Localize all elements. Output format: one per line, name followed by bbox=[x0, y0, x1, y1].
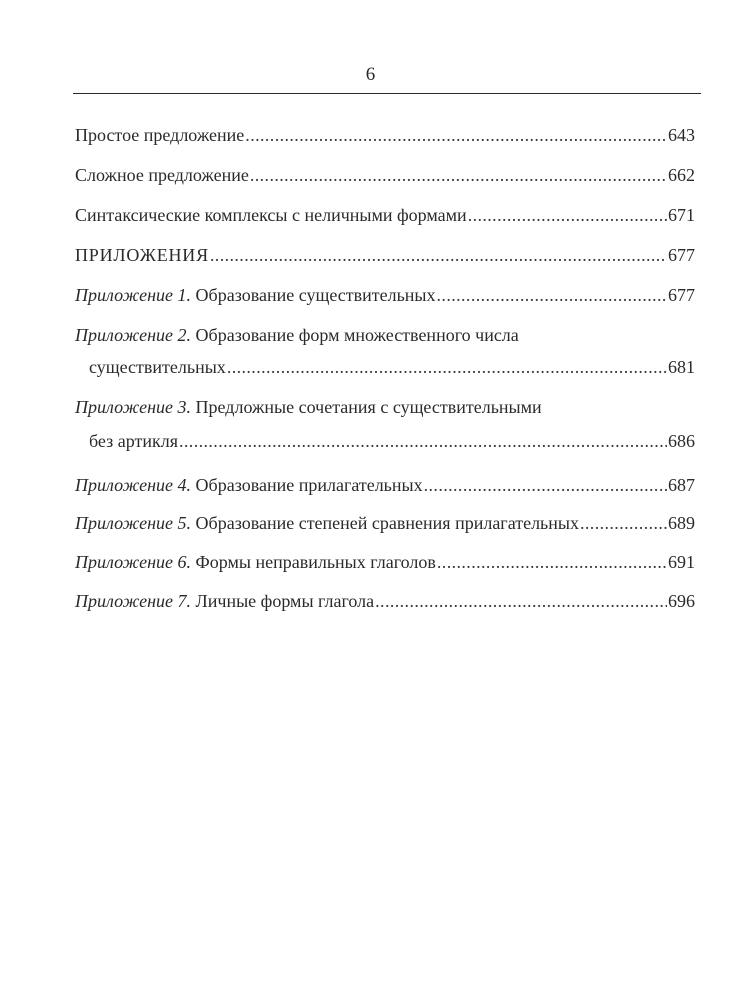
toc-leader-dots bbox=[250, 162, 667, 188]
toc-page-number: 689 bbox=[668, 513, 695, 533]
toc-page-number: 681 bbox=[668, 357, 695, 377]
toc-entry-syntactic-complexes[interactable] bbox=[75, 202, 695, 242]
toc-page-number: 671 bbox=[668, 205, 695, 225]
toc-page-number: 696 bbox=[668, 591, 695, 611]
appendix-label: Приложение 4. bbox=[75, 475, 192, 495]
appendix-label: Приложение 6. bbox=[75, 552, 192, 572]
toc-entry-title: Синтаксические комплексы с неличными формами bbox=[75, 205, 467, 225]
toc-entry-title: ПРИЛОЖЕНИЯ bbox=[75, 245, 209, 265]
toc-entry-appendix-3[interactable] bbox=[75, 394, 695, 472]
appendix-label: Приложение 5. bbox=[75, 513, 192, 533]
toc-page-number: 691 bbox=[668, 552, 695, 572]
toc-entry-title: Простое предложение bbox=[75, 125, 245, 145]
toc-entry-title-line1: Образование форм множественного числа bbox=[195, 325, 519, 345]
toc-leader-dots bbox=[210, 242, 667, 268]
header-rule bbox=[73, 93, 701, 94]
appendix-label: Приложение 1. bbox=[75, 285, 192, 305]
toc-leader-dots bbox=[424, 472, 667, 498]
toc-entry-complex-sentence[interactable] bbox=[75, 162, 695, 202]
toc-leader-dots bbox=[245, 122, 667, 148]
toc-entry-appendix-2[interactable] bbox=[75, 322, 695, 394]
toc-entry-appendix-1[interactable] bbox=[75, 282, 695, 322]
toc-page-number: 662 bbox=[668, 165, 695, 185]
toc-entry-appendices[interactable] bbox=[75, 242, 695, 282]
toc-entry-title: Формы неправильных глаголов bbox=[195, 552, 436, 572]
toc-page-number: 677 bbox=[668, 285, 695, 305]
appendix-label: Приложение 7. bbox=[75, 591, 192, 611]
appendix-label: Приложение 3. bbox=[75, 397, 192, 417]
toc-entry-title: Образование степеней сравнения прилагательных bbox=[195, 513, 579, 533]
toc-entry-title-line2: существительных bbox=[89, 357, 226, 377]
toc-page-number: 677 bbox=[668, 245, 695, 265]
toc-leader-dots bbox=[227, 354, 667, 380]
toc-page-number: 687 bbox=[668, 475, 695, 495]
toc-entry-simple-sentence[interactable] bbox=[75, 122, 695, 162]
toc-page-number: 643 bbox=[668, 125, 695, 145]
toc-leader-dots bbox=[437, 549, 667, 575]
toc-entry-appendix-7[interactable] bbox=[75, 588, 695, 627]
table-of-contents bbox=[75, 122, 695, 627]
appendix-label: Приложение 2. bbox=[75, 325, 192, 345]
toc-entry-title: Личные формы глагола bbox=[195, 591, 375, 611]
toc-leader-dots bbox=[468, 202, 667, 228]
toc-entry-title-line2: без артикля bbox=[89, 431, 178, 451]
toc-entry-title: Образование существительных bbox=[195, 285, 436, 305]
toc-leader-dots bbox=[580, 510, 667, 536]
toc-entry-title: Образование прилагательных bbox=[195, 475, 423, 495]
toc-entry-title-line1: Предложные сочетания с существительными bbox=[195, 397, 542, 417]
toc-leader-dots bbox=[179, 428, 667, 454]
toc-entry-appendix-4[interactable] bbox=[75, 472, 695, 510]
toc-entry-appendix-6[interactable] bbox=[75, 549, 695, 588]
toc-entry-title: Сложное предложение bbox=[75, 165, 249, 185]
page-number: 6 bbox=[365, 64, 376, 85]
toc-leader-dots bbox=[437, 282, 667, 308]
toc-entry-appendix-5[interactable] bbox=[75, 510, 695, 549]
toc-leader-dots bbox=[375, 588, 667, 614]
toc-page-number: 686 bbox=[668, 431, 695, 451]
